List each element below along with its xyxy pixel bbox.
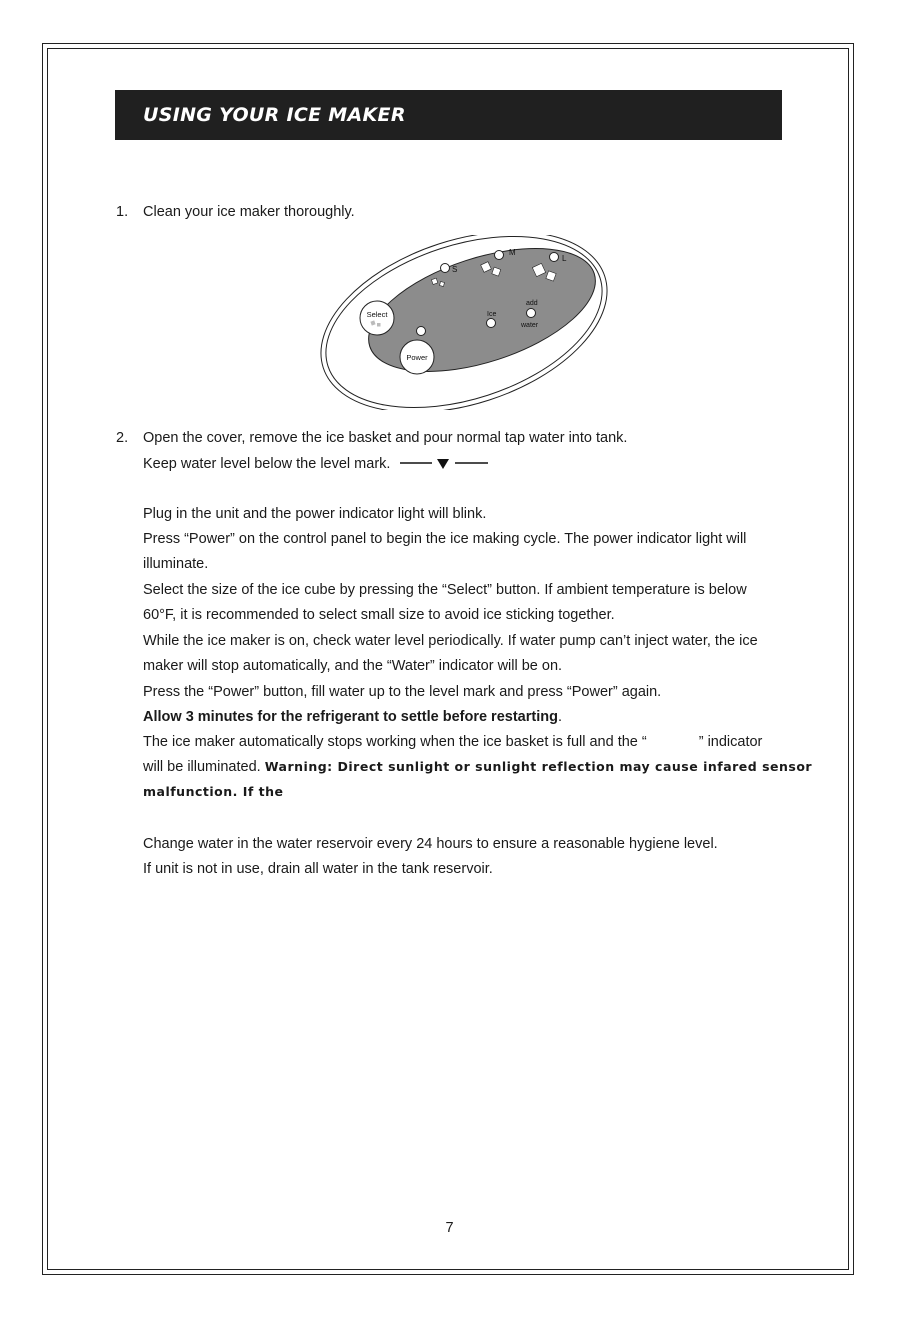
select-size-text-cont: 60°F, it is recommended to select small size to avoid ice sticking together. — [143, 607, 615, 623]
level-mark-icon — [400, 458, 488, 470]
basket-full-text — [143, 734, 762, 750]
select-button[interactable] — [360, 301, 394, 335]
step-2-level-line — [143, 456, 488, 472]
basket-full-end: ” indicator — [698, 734, 763, 750]
control-panel-illustration — [312, 235, 617, 410]
warning-text: Warning: Direct sunlight or sunlight reflection may cause infared sensor — [264, 759, 813, 774]
basket-full-start: The ice maker automatically stops working when the ice basket is full and the “ — [143, 734, 647, 750]
ice-full-indicator — [487, 319, 496, 328]
change-water-text: Change water in the water reservoir every 24 hours to ensure a reasonable hygiene level. — [143, 836, 718, 852]
drain-water-text: If unit is not in use, drain all water in the tank reservoir. — [143, 861, 493, 877]
water-level-text-cont: maker will stop automatically, and the “Water” indicator will be on. — [143, 658, 563, 674]
illuminated-text: will be illuminated. — [143, 759, 261, 775]
refill-text: Press the “Power” button, fill water up to the level mark and press “Power” again. — [143, 684, 662, 700]
size-m-label: M — [509, 248, 516, 257]
warning-text-cont: malfunction. If the — [143, 784, 284, 799]
step-1-text: Clean your ice maker thoroughly. — [143, 204, 355, 220]
size-s-label: S — [452, 265, 458, 274]
ice-label: Ice — [487, 311, 497, 318]
water-label: water — [521, 322, 539, 329]
press-power-text: Press “Power” on the control panel to begin the ice making cycle. The power indicator light will — [143, 531, 747, 547]
step-2-number: 2. — [116, 430, 129, 446]
size-s-indicator — [441, 264, 450, 273]
add-label: add — [526, 300, 538, 307]
refrigerant-note-period: . — [557, 709, 562, 725]
power-indicator-light — [417, 327, 426, 336]
press-power-text-cont: illuminate. — [143, 556, 209, 572]
refrigerant-note — [143, 709, 562, 725]
page-number: 7 — [445, 1220, 454, 1236]
warning-line — [143, 759, 812, 775]
select-button-label: Select — [366, 310, 388, 319]
add-water-indicator — [527, 309, 536, 318]
plug-in-text: Plug in the unit and the power indicator light will blink. — [143, 506, 487, 522]
water-level-text: While the ice maker is on, check water level periodically. If water pump can’t inject water, the ice — [143, 633, 758, 649]
power-button-label: Power — [406, 353, 428, 362]
power-button[interactable] — [400, 340, 434, 374]
level-mark-text: Keep water level below the level mark. — [143, 456, 391, 472]
select-size-text: Select the size of the ice cube by pressing the “Select” button. If ambient temperature is below — [143, 582, 747, 598]
size-l-label: L — [562, 254, 567, 263]
step-1-number: 1. — [116, 204, 129, 220]
size-l-indicator — [550, 253, 559, 262]
section-title: USING YOUR ICE MAKER — [115, 90, 782, 140]
size-m-indicator — [495, 251, 504, 260]
refrigerant-note-bold: Allow 3 minutes for the refrigerant to settle before restarting — [143, 709, 558, 725]
step-2-text: Open the cover, remove the ice basket and pour normal tap water into tank. — [143, 430, 628, 446]
